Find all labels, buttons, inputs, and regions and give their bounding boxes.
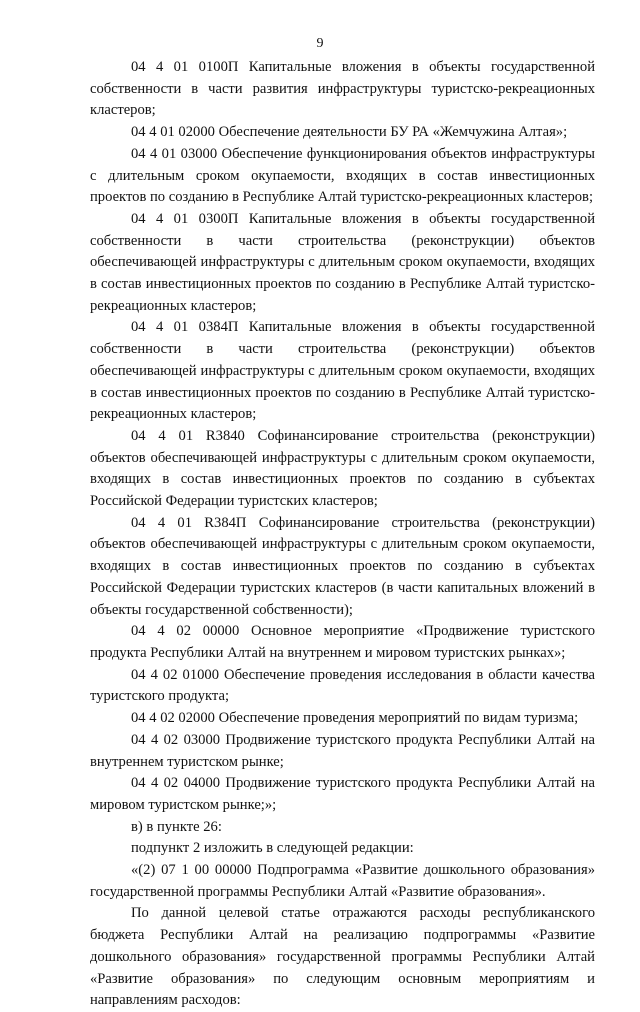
paragraph: 04 4 02 00000 Основное мероприятие «Продвижение туристского продукта Республики Алтай на внутреннем и мировом туристских рынках»; (90, 623, 595, 661)
paragraph: 04 4 01 03000 Обеспечение функционирования объектов инфраструктуры с длительным сроком окупаемости, входящих в состав инвестиционных проектов по созданию в Республике Алтай туристско-рекреационных кластеров; (90, 145, 595, 206)
page-number: 9 (316, 36, 324, 51)
paragraph: 04 4 02 04000 Продвижение туристского продукта Республики Алтай на мировом туристском рынке;»; (90, 775, 595, 813)
paragraph: По данной целевой статье отражаются расходы республиканского бюджета Республики Алтай на реализацию подпрограммы «Развитие дошкольного образования» государственной программы Республики Алтай «Развитие образования» по следующим основным мероприятиям и направлениям расходов: (90, 905, 595, 1009)
paragraph: 04 4 02 01000 Обеспечение проведения исследования в области качества туристского продукта; (90, 666, 595, 705)
paragraph: 04 4 01 0300П Капитальные вложения в объекты государственной собственности в части строительства (реконструкции) объектов обеспечивающей инфраструктуры с длительным сроком окупаемости, входящих в состав инвестиционных проектов по созданию в Республике Алтай туристско-рекреационных кластеров; (90, 210, 595, 314)
paragraph: 04 4 02 03000 Продвижение туристского продукта Республики Алтай на внутреннем туристском рынке; (90, 731, 595, 770)
document-body (90, 57, 595, 1012)
paragraph: 04 4 01 02000 Обеспечение деятельности БУ РА «Жемчужина Алтая»; (131, 124, 568, 141)
paragraph: 04 4 01 0384П Капитальные вложения в объекты государственной собственности в части строительства (реконструкции) объектов обеспечивающей инфраструктуры с длительным сроком окупаемости, входящих в состав инвестиционных проектов по созданию в Республике Алтай туристско-рекреационных кластеров; (90, 319, 595, 423)
paragraph: 04 4 01 R384П Софинансирование строительства (реконструкции) объектов обеспечивающей инфраструктуры с длительным сроком окупаемости, входящих в состав инвестиционных проектов по созданию в субъектах Российской Федерации туристских кластеров (в части капитальных вложений в объекты государственной собственности); (90, 514, 595, 618)
paragraph: 04 4 01 0100П Капитальные вложения в объекты государственной собственности в части развития инфраструктуры туристско-рекреационных кластеров; (90, 59, 595, 119)
paragraph: в) в пункте 26: (131, 818, 222, 835)
paragraph: 04 4 01 R3840 Софинансирование строительства (реконструкции) объектов обеспечивающей инфраструктуры с длительным сроком окупаемости, входящих в состав инвестиционных проектов по созданию в субъектах Российской Федерации туристских кластеров; (90, 427, 595, 510)
paragraph: 04 4 02 02000 Обеспечение проведения мероприятий по видам туризма; (131, 710, 579, 727)
paragraph: «(2) 07 1 00 00000 Подпрограмма «Развитие дошкольного образования» государственной программы Республики Алтай «Развитие образования». (90, 862, 595, 900)
paragraph: подпункт 2 изложить в следующей редакции: (131, 840, 414, 857)
